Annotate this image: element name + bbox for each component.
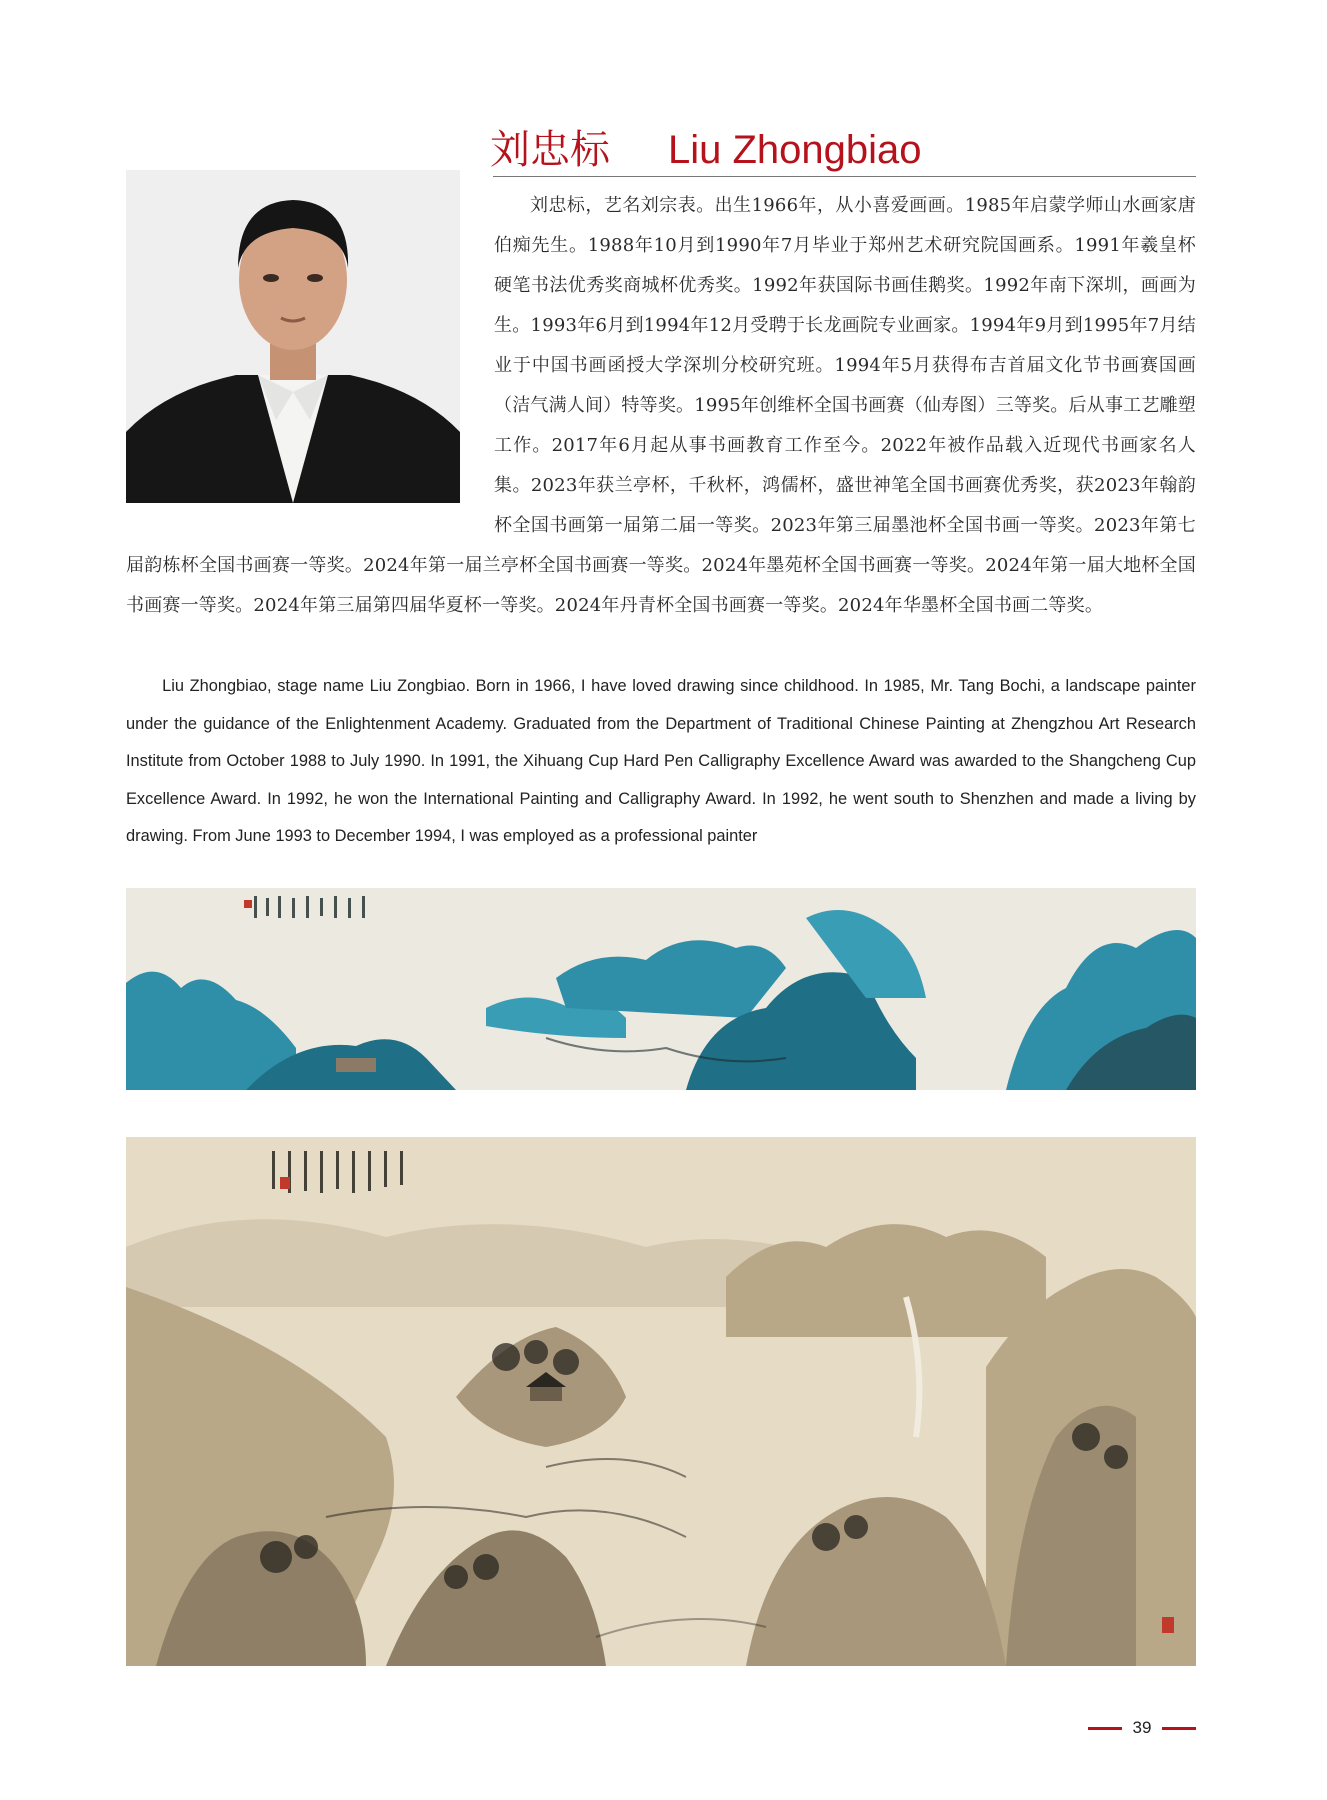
footer-rule-left (1088, 1727, 1122, 1730)
biography-chinese (126, 186, 1196, 626)
landscape-painting-icon (126, 888, 1196, 1090)
page-number: 39 (1132, 1718, 1152, 1737)
painting-blue-green-landscape (126, 888, 1196, 1090)
article-title (490, 118, 1200, 175)
landscape-painting-icon (126, 1137, 1196, 1666)
title-divider (493, 176, 1196, 177)
biography-english: Liu Zhongbiao, stage name Liu Zongbiao. Born in 1966, I have loved drawing since childhood. In 1985, Mr. Tang Bochi, a landscape painter under the guidance of the Enlightenment Academy. Graduated from the Department of Traditional Chinese Painting at Zhengzhou Art Research Institute from October 1988 to July 1990. In 1991, the Xihuang Cup Hard Pen Calligraphy Excellence Award was awarded to the Shangcheng Cup Excellence Award. In 1992, he won the International Painting and Calligraphy Award. In 1992, he went south to Shenzhen and made a living by drawing. From June 1993 to December 1994, I was employed as a professional painter (126, 677, 1196, 845)
painting-ink-landscape (126, 1137, 1196, 1666)
footer-rule-right (1162, 1727, 1196, 1730)
artist-name-english: Liu Zhongbiao (668, 128, 922, 172)
artist-name-chinese: 刘忠标 (490, 128, 610, 172)
biography-chinese-text: 刘忠标，艺名刘宗表。出生1966年，从小喜爱画画。1985年启蒙学师山水画家唐伯痴先生。1988年10月到1990年7月毕业于郑州艺术研究院国画系。1991年羲皇杯硬笔书法优秀奖商城杯优秀奖。1992年获国际书画佳鹅奖。1992年南下深圳，画画为生。1993年6月到1994年12月受聘于长龙画院专业画家。1994年9月到1995年7月结业于中国书画函授大学深圳分校研究班。1994年5月获得布吉首届文化节书画赛国画（洁气满人间）特等奖。1995年创维杯全国书画赛（仙寿图）三等奖。后从事工艺雕塑工作。2017年6月起从事书画教育工作至今。2022年被作品载入近现代书画家名人集。2023年获兰亭杯，千秋杯，鸿儒杯，盛世神笔全国书画赛优秀奖，获2023年翰韵杯全国书画第一届第二届一等奖。2023年第三届墨池杯全国书画一等奖。2023年第七届韵栋杯全国书画赛一等奖。2024年第一届兰亭杯全国书画赛一等奖。2024年墨苑杯全国书画赛一等奖。2024年第一届大地杯全国书画赛一等奖。2024年第三届第四届华夏杯一等奖。2024年丹青杯全国书画赛一等奖。2024年华墨杯全国书画二等奖。 (126, 195, 1196, 616)
page-footer (1088, 1716, 1196, 1740)
